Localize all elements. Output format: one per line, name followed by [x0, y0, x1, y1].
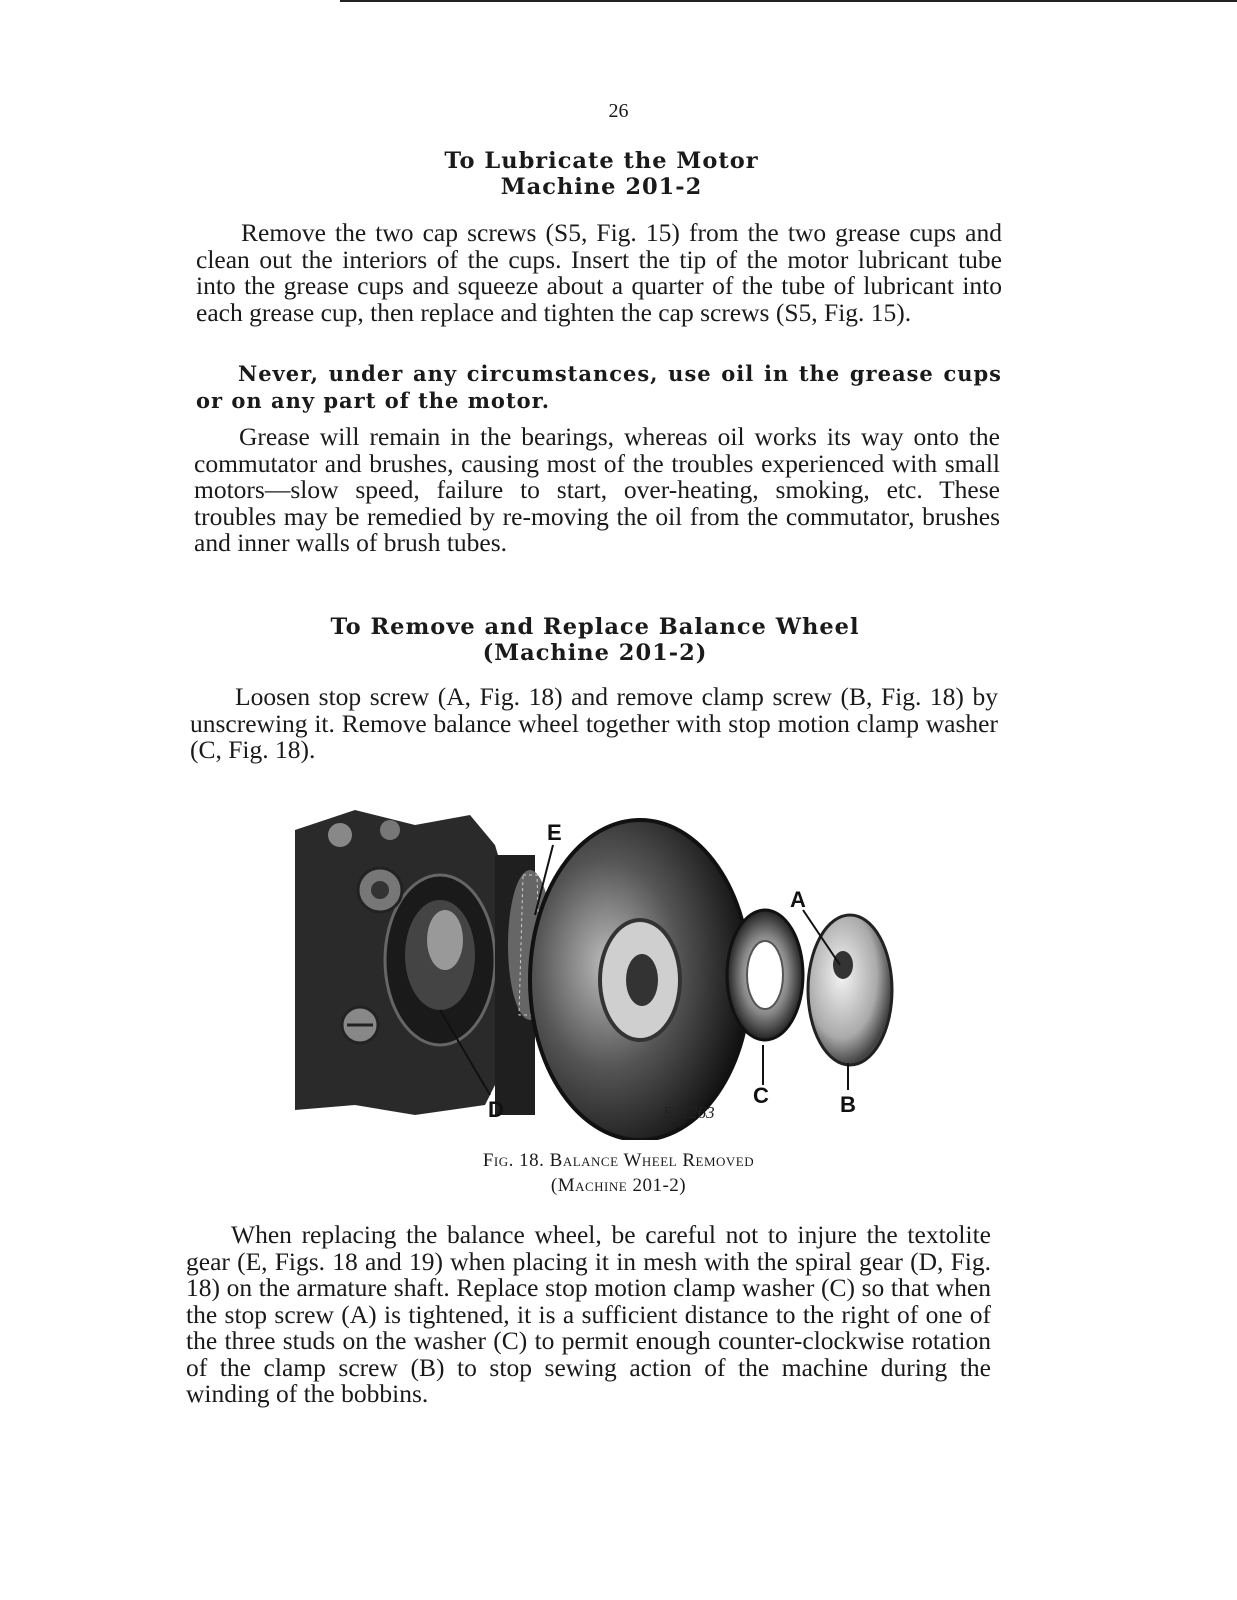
caption-line-2: (Machine 201-2): [550, 1175, 687, 1196]
page-number: 26: [608, 100, 629, 122]
figure-code: E11263: [663, 1103, 715, 1122]
machine-body: [295, 810, 535, 1115]
grease-explanation: Grease will remain in the bearings, whereas oil works its way onto the commutator and brushes, causing most of the troubles experienced with small motors—slow speed, failure to start, over-heating, smoking, etc. These troubles may be remedied by re-moving the oil from the commutator, brushes and inner walls of brush tubes.: [194, 422, 1000, 557]
clamp-washer: [727, 910, 803, 1040]
label-c: C: [753, 1083, 769, 1108]
section-heading-lubricate: [0, 148, 1203, 200]
figure-caption: [0, 1148, 1237, 1198]
section-heading-balance-wheel: [0, 614, 1190, 666]
heading-line-1: To Remove and Replace Balance Wheel: [330, 614, 860, 640]
heading-line-2: (Machine 201-2): [482, 640, 708, 666]
balance-wheel: [530, 820, 750, 1140]
label-e: E: [547, 820, 562, 845]
caption-line-1: Fig. 18. Balance Wheel Removed: [482, 1150, 755, 1171]
label-a: A: [790, 887, 806, 912]
replace-instructions: When replacing the balance wheel, be careful not to injure the textolite gear (E, Figs. 18 and 19) when placing it in mesh with the spiral gear (D, Fig. 18) on the armature shaft. Replace stop motion clamp washer (C) so that when the stop screw (A) is tightened, it is a sufficient distance to the right of one of the three studs on the washer (C) to permit enough counter-clockwise rotation of the clamp screw (B) to stop sewing action of the machine during the winding of the bobbins.: [186, 1220, 991, 1408]
heading-line-1: To Lubricate the Motor: [444, 148, 759, 174]
heading-line-2: Machine 201-2: [500, 174, 703, 200]
label-b: B: [840, 1092, 856, 1117]
oil-warning: Never, under any circumstances, use oil in the grease cups or on any part of the motor.: [196, 361, 1002, 413]
figure-balance-wheel: [295, 805, 915, 1140]
label-d: D: [488, 1097, 504, 1122]
lubricate-instructions: Remove the two cap screws (S5, Fig. 15) from the two grease cups and clean out the interiors of the cups. Insert the tip of the motor lubricant tube into the grease cups and squeeze about a quarter of the tube of lubricant into each grease cup, then replace and tighten the cap screws (S5, Fig. 15).: [196, 218, 1002, 327]
balance-wheel-illustration: [295, 805, 915, 1140]
remove-instructions: Loosen stop screw (A, Fig. 18) and remove clamp screw (B, Fig. 18) by unscrewing it. Remove balance wheel together with stop motion clamp washer (C, Fig. 18).: [190, 682, 998, 764]
